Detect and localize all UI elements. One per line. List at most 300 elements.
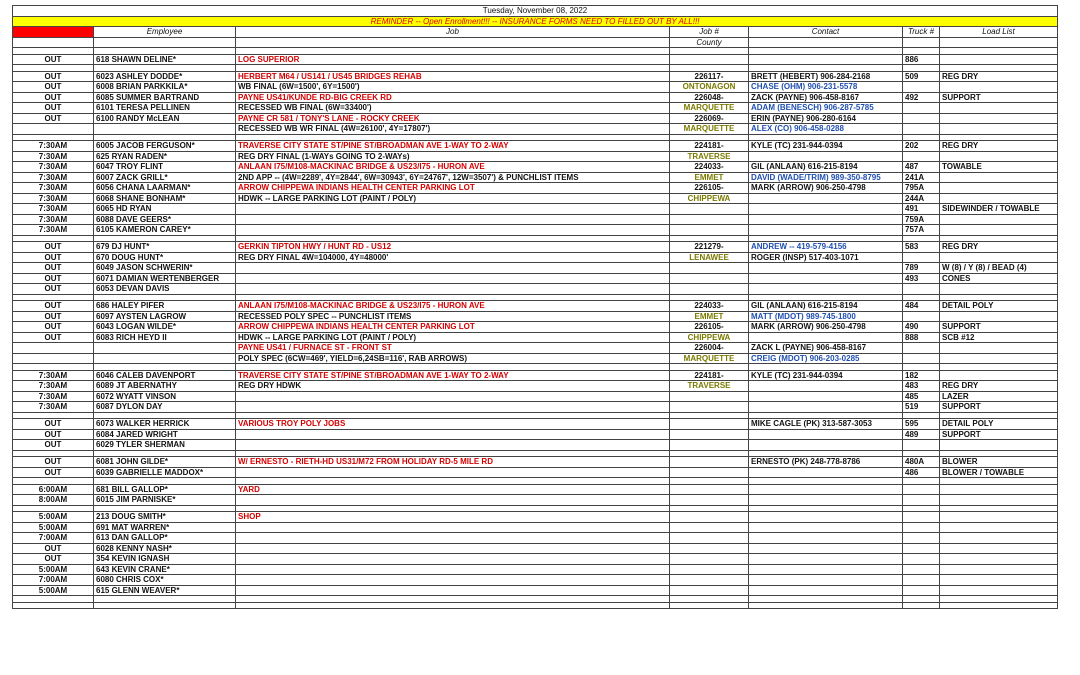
job-cell: VARIOUS TROY POLY JOBS — [236, 419, 670, 430]
start-time-cell: 7:30AM — [13, 151, 94, 162]
employee-cell: 6072 WYATT VINSON — [94, 391, 236, 402]
table-row — [13, 71, 1058, 82]
load-list-cell: DETAIL POLY — [940, 301, 1058, 312]
start-time-cell: 5:00AM — [13, 585, 94, 596]
load-list-cell — [940, 575, 1058, 586]
job-cell: REG DRY FINAL (1-WAYs GOING TO 2-WAYs) — [236, 151, 670, 162]
job-cell — [236, 522, 670, 533]
contact-cell — [749, 602, 903, 609]
truck-cell: 490 — [903, 322, 940, 333]
start-time-cell: 7:30AM — [13, 370, 94, 381]
header-load-list: Load List — [940, 27, 1058, 38]
truck-cell: 486 — [903, 467, 940, 478]
job-cell: RECESSED POLY SPEC -- PUNCHLIST ITEMS — [236, 311, 670, 322]
load-list-cell: SUPPORT — [940, 402, 1058, 413]
employee-cell: 6088 DAVE GEERS* — [94, 214, 236, 225]
employee-cell: 354 KEVIN IGNASH — [94, 554, 236, 565]
job-cell: 2ND APP -- (4W=2289', 4Y=2844', 6W=30943', 6Y=24767', 12W=3507') & PUNCHLIST ITEMS — [236, 172, 670, 183]
contact-cell: ROGER (INSP) 517-403-1071 — [749, 252, 903, 263]
table-row — [13, 429, 1058, 440]
employee-cell: 625 RYAN RADEN* — [94, 151, 236, 162]
contact-cell — [749, 522, 903, 533]
job-number-cell — [670, 602, 749, 609]
load-list-cell: BLOWER / TOWABLE — [940, 467, 1058, 478]
job-cell: WB FINAL (6W=1500', 6Y=1500') — [236, 82, 670, 93]
truck-cell: 795A — [903, 183, 940, 194]
start-time-cell: 7:30AM — [13, 402, 94, 413]
load-list-cell: REG DRY — [940, 381, 1058, 392]
employee-cell: 6008 BRIAN PARKKILA* — [94, 82, 236, 93]
contact-cell: MATT (MDOT) 989-745-1800 — [749, 311, 903, 322]
contact-cell: KYLE (TC) 231-944-0394 — [749, 141, 903, 152]
table-row — [13, 172, 1058, 183]
start-time-cell: OUT — [13, 457, 94, 468]
job-cell: REG DRY FINAL 4W=104000, 4Y=48000' — [236, 252, 670, 263]
start-time-cell: 5:00AM — [13, 564, 94, 575]
header-row — [13, 27, 1058, 38]
job-cell — [236, 495, 670, 506]
job-number-cell: 226004- — [670, 343, 749, 354]
job-number-cell: ONTONAGON — [670, 82, 749, 93]
start-time-cell: OUT — [13, 54, 94, 65]
start-time-cell: OUT — [13, 467, 94, 478]
start-time-cell: 7:30AM — [13, 391, 94, 402]
truck-cell — [903, 543, 940, 554]
contact-cell — [749, 391, 903, 402]
employee-cell: 6089 JT ABERNATHY — [94, 381, 236, 392]
table-row — [13, 82, 1058, 93]
load-list-cell — [940, 214, 1058, 225]
truck-cell: 489 — [903, 429, 940, 440]
employee-cell: 6049 JASON SCHWERIN* — [94, 263, 236, 274]
load-list-cell — [940, 172, 1058, 183]
contact-cell: ZACK (PAYNE) 906-458-8167 — [749, 92, 903, 103]
truck-cell — [903, 495, 940, 506]
employee-cell: 6043 LOGAN WILDE* — [94, 322, 236, 333]
job-number-cell: 224033- — [670, 162, 749, 173]
table-row — [13, 252, 1058, 263]
truck-cell — [903, 575, 940, 586]
job-cell: GERKIN TIPTON HWY / HUNT RD - US12 — [236, 242, 670, 253]
employee-cell: 6029 TYLER SHERMAN — [94, 440, 236, 451]
start-time-cell — [13, 602, 94, 609]
table-row — [13, 543, 1058, 554]
load-list-cell: W (8) / Y (8) / BEAD (4) — [940, 263, 1058, 274]
contact-cell: ZACK L (PAYNE) 906-458-8167 — [749, 343, 903, 354]
load-list-cell — [940, 602, 1058, 609]
table-row — [13, 103, 1058, 114]
truck-cell: 886 — [903, 54, 940, 65]
job-cell — [236, 554, 670, 565]
contact-cell: MIKE CAGLE (PK) 313-587-3053 — [749, 419, 903, 430]
employee-cell: 6046 CALEB DAVENPORT — [94, 370, 236, 381]
table-row — [13, 585, 1058, 596]
header-county: County — [670, 37, 749, 48]
employee-cell: 6065 HD RYAN — [94, 204, 236, 215]
job-cell: TRAVERSE CITY STATE ST/PINE ST/BROADMAN AVE 1-WAY TO 2-WAY — [236, 370, 670, 381]
table-row — [13, 54, 1058, 65]
start-time-cell: 7:30AM — [13, 183, 94, 194]
truck-cell — [903, 353, 940, 364]
truck-cell: 491 — [903, 204, 940, 215]
employee-cell: 6039 GABRIELLE MADDOX* — [94, 467, 236, 478]
contact-cell — [749, 512, 903, 523]
truck-cell — [903, 554, 940, 565]
load-list-cell — [940, 495, 1058, 506]
load-list-cell — [940, 533, 1058, 544]
job-number-cell — [670, 585, 749, 596]
start-time-cell: 7:30AM — [13, 172, 94, 183]
table-row — [13, 402, 1058, 413]
load-list-cell — [940, 554, 1058, 565]
start-time-cell: 7:30AM — [13, 162, 94, 173]
table-row — [13, 554, 1058, 565]
truck-cell — [903, 124, 940, 135]
load-list-cell — [940, 193, 1058, 204]
job-number-cell — [670, 484, 749, 495]
employee-cell: 6084 JARED WRIGHT — [94, 429, 236, 440]
job-number-cell: LENAWEE — [670, 252, 749, 263]
start-time-cell: OUT — [13, 429, 94, 440]
job-cell — [236, 429, 670, 440]
job-cell: RECESSED WB FINAL (6W=33400') — [236, 103, 670, 114]
contact-cell: GIL (ANLAAN) 616-215-8194 — [749, 301, 903, 312]
header-row-2 — [13, 37, 1058, 48]
job-cell — [236, 585, 670, 596]
employee-cell: 613 DAN GALLOP* — [94, 533, 236, 544]
start-time-cell: 5:00AM — [13, 512, 94, 523]
start-time-cell: 7:30AM — [13, 204, 94, 215]
employee-cell: 6083 RICH HEYD II — [94, 332, 236, 343]
start-time-cell: OUT — [13, 543, 94, 554]
header-job-number: Job # — [670, 27, 749, 38]
contact-cell — [749, 332, 903, 343]
job-cell: HDWK -- LARGE PARKING LOT (PAINT / POLY) — [236, 332, 670, 343]
load-list-cell: SCB #12 — [940, 332, 1058, 343]
load-list-cell — [940, 311, 1058, 322]
header-start: Start — [13, 27, 94, 38]
employee-cell: 6028 KENNY NASH* — [94, 543, 236, 554]
load-list-cell — [940, 113, 1058, 124]
truck-cell — [903, 564, 940, 575]
contact-cell: CHASE (OHM) 906-231-5578 — [749, 82, 903, 93]
contact-cell: MARK (ARROW) 906-250-4798 — [749, 322, 903, 333]
start-time-cell: OUT — [13, 284, 94, 295]
job-cell — [236, 575, 670, 586]
truck-cell: 485 — [903, 391, 940, 402]
job-number-cell: MARQUETTE — [670, 124, 749, 135]
job-cell: REG DRY HDWK — [236, 381, 670, 392]
table-row — [13, 242, 1058, 253]
employee-cell: 6005 JACOB FERGUSON* — [94, 141, 236, 152]
start-time-cell: OUT — [13, 322, 94, 333]
truck-cell — [903, 343, 940, 354]
job-number-cell: CHIPPEWA — [670, 193, 749, 204]
header-contact: Contact — [749, 27, 903, 38]
load-list-cell: SUPPORT — [940, 429, 1058, 440]
table-row — [13, 162, 1058, 173]
start-time-cell: 5:00AM — [13, 522, 94, 533]
job-number-cell: 226069- — [670, 113, 749, 124]
table-row — [13, 284, 1058, 295]
employee-cell: 670 DOUG HUNT* — [94, 252, 236, 263]
contact-cell — [749, 484, 903, 495]
job-cell: ANLAAN I75/M108-MACKINAC BRIDGE & US23/I75 - HURON AVE — [236, 301, 670, 312]
job-number-cell — [670, 214, 749, 225]
employee-cell: 6068 SHANE BONHAM* — [94, 193, 236, 204]
employee-cell: 6073 WALKER HERRICK — [94, 419, 236, 430]
truck-cell: 244A — [903, 193, 940, 204]
employee-cell: 6097 AYSTEN LAGROW — [94, 311, 236, 322]
job-cell: LOG SUPERIOR — [236, 54, 670, 65]
contact-cell — [749, 554, 903, 565]
employee-cell: 6023 ASHLEY DODDE* — [94, 71, 236, 82]
truck-cell: 492 — [903, 92, 940, 103]
truck-cell: 182 — [903, 370, 940, 381]
truck-cell — [903, 484, 940, 495]
truck-cell: 202 — [903, 141, 940, 152]
load-list-cell — [940, 284, 1058, 295]
job-number-cell: TRAVERSE — [670, 381, 749, 392]
spacer-row — [13, 602, 1058, 609]
contact-cell: DAVID (WADE/TRIM) 989-350-8795 — [749, 172, 903, 183]
job-number-cell: 226048- — [670, 92, 749, 103]
schedule-table — [12, 5, 1058, 609]
start-time-cell: 7:30AM — [13, 381, 94, 392]
job-number-cell — [670, 533, 749, 544]
start-time-cell: OUT — [13, 82, 94, 93]
employee-cell: 6085 SUMMER BARTRAND — [94, 92, 236, 103]
schedule-sheet — [12, 5, 1057, 645]
load-list-cell: REG DRY — [940, 71, 1058, 82]
employee-cell — [94, 343, 236, 354]
job-number-cell — [670, 273, 749, 284]
header-job: Job — [236, 27, 670, 38]
start-time-cell: OUT — [13, 554, 94, 565]
job-number-cell: TRAVERSE — [670, 151, 749, 162]
start-time-cell: OUT — [13, 92, 94, 103]
job-cell — [236, 564, 670, 575]
job-cell — [236, 225, 670, 236]
contact-cell — [749, 273, 903, 284]
job-number-cell — [670, 522, 749, 533]
contact-cell: ALEX (CO) 906-458-0288 — [749, 124, 903, 135]
table-row — [13, 332, 1058, 343]
job-number-cell: 224033- — [670, 301, 749, 312]
truck-cell: 484 — [903, 301, 940, 312]
job-number-cell: 221279- — [670, 242, 749, 253]
truck-cell: 595 — [903, 419, 940, 430]
job-cell: RECESSED WB WR FINAL (4W=26100', 4Y=17807') — [236, 124, 670, 135]
start-time-cell: 7:30AM — [13, 193, 94, 204]
contact-cell — [749, 54, 903, 65]
contact-cell: ERNESTO (PK) 248-778-8786 — [749, 457, 903, 468]
load-list-cell: BLOWER — [940, 457, 1058, 468]
table-row — [13, 467, 1058, 478]
job-cell — [236, 402, 670, 413]
job-cell: ANLAAN I75/M108-MACKINAC BRIDGE & US23/I75 - HURON AVE — [236, 162, 670, 173]
job-number-cell: 226105- — [670, 183, 749, 194]
truck-cell: 509 — [903, 71, 940, 82]
job-cell: TRAVERSE CITY STATE ST/PINE ST/BROADMAN AVE 1-WAY TO 2-WAY — [236, 141, 670, 152]
job-number-cell: MARQUETTE — [670, 353, 749, 364]
table-row — [13, 301, 1058, 312]
job-cell — [236, 263, 670, 274]
load-list-cell — [940, 564, 1058, 575]
contact-cell — [749, 193, 903, 204]
truck-cell — [903, 252, 940, 263]
job-number-cell — [670, 575, 749, 586]
table-row — [13, 419, 1058, 430]
job-cell — [236, 273, 670, 284]
job-number-cell — [670, 419, 749, 430]
truck-cell: 583 — [903, 242, 940, 253]
start-time-cell — [13, 353, 94, 364]
contact-cell — [749, 429, 903, 440]
job-cell: ARROW CHIPPEWA INDIANS HEALTH CENTER PARKING LOT — [236, 322, 670, 333]
job-cell: PAYNE US41 / FURNACE ST - FRONT ST — [236, 343, 670, 354]
job-cell: YARD — [236, 484, 670, 495]
contact-cell — [749, 575, 903, 586]
date-row — [13, 6, 1058, 17]
truck-cell — [903, 522, 940, 533]
employee-cell: 691 MAT WARREN* — [94, 522, 236, 533]
job-cell — [236, 602, 670, 609]
employee-cell — [94, 124, 236, 135]
job-cell: W/ ERNESTO - RIETH-HD US31/M72 FROM HOLIDAY RD-5 MILE RD — [236, 457, 670, 468]
load-list-cell — [940, 82, 1058, 93]
employee-cell: 6047 TROY FLINT — [94, 162, 236, 173]
start-time-cell: OUT — [13, 273, 94, 284]
job-number-cell: 226105- — [670, 322, 749, 333]
job-number-cell — [670, 495, 749, 506]
table-row — [13, 370, 1058, 381]
truck-cell: 483 — [903, 381, 940, 392]
table-row — [13, 214, 1058, 225]
start-time-cell: OUT — [13, 440, 94, 451]
table-row — [13, 263, 1058, 274]
job-number-cell: 224181- — [670, 370, 749, 381]
contact-cell — [749, 214, 903, 225]
load-list-cell — [940, 103, 1058, 114]
load-list-cell: TOWABLE — [940, 162, 1058, 173]
employee-cell — [94, 602, 236, 609]
contact-cell: MARK (ARROW) 906-250-4798 — [749, 183, 903, 194]
employee-cell: 6080 CHRIS COX* — [94, 575, 236, 586]
table-row — [13, 311, 1058, 322]
truck-cell: 789 — [903, 263, 940, 274]
employee-cell: 213 DOUG SMITH* — [94, 512, 236, 523]
job-cell: ARROW CHIPPEWA INDIANS HEALTH CENTER PARKING LOT — [236, 183, 670, 194]
truck-cell: 480A — [903, 457, 940, 468]
job-cell — [236, 543, 670, 554]
contact-cell — [749, 263, 903, 274]
contact-cell: CREIG (MDOT) 906-203-0285 — [749, 353, 903, 364]
job-number-cell — [670, 263, 749, 274]
employee-cell: 679 DJ HUNT* — [94, 242, 236, 253]
job-number-cell — [670, 284, 749, 295]
load-list-cell: SUPPORT — [940, 92, 1058, 103]
table-row — [13, 575, 1058, 586]
job-cell: HDWK -- LARGE PARKING LOT (PAINT / POLY) — [236, 193, 670, 204]
truck-cell — [903, 103, 940, 114]
table-row — [13, 273, 1058, 284]
truck-cell: 519 — [903, 402, 940, 413]
truck-cell: 493 — [903, 273, 940, 284]
start-time-cell: OUT — [13, 71, 94, 82]
table-row — [13, 391, 1058, 402]
load-list-cell — [940, 343, 1058, 354]
job-cell — [236, 284, 670, 295]
job-number-cell — [670, 54, 749, 65]
table-row — [13, 183, 1058, 194]
load-list-cell — [940, 484, 1058, 495]
start-time-cell — [13, 343, 94, 354]
table-row — [13, 457, 1058, 468]
contact-cell: ERIN (PAYNE) 906-280-6164 — [749, 113, 903, 124]
truck-cell: 487 — [903, 162, 940, 173]
employee-cell: 6105 KAMERON CAREY* — [94, 225, 236, 236]
employee-cell: 6056 CHANA LAARMAN* — [94, 183, 236, 194]
truck-cell — [903, 533, 940, 544]
job-number-cell: MARQUETTE — [670, 103, 749, 114]
header-employee: Employee — [94, 27, 236, 38]
load-list-cell — [940, 522, 1058, 533]
truck-cell — [903, 440, 940, 451]
job-cell: PAYNE US41/KUNDE RD-BIG CREEK RD — [236, 92, 670, 103]
job-number-cell: 224181- — [670, 141, 749, 152]
reminder-banner: REMINDER -- Open Enrollment!!! -- INSURANCE FORMS NEED TO FILLED OUT BY ALL!!! — [13, 16, 1058, 27]
start-time-cell: OUT — [13, 252, 94, 263]
table-row — [13, 151, 1058, 162]
start-time-cell: OUT — [13, 332, 94, 343]
contact-cell — [749, 533, 903, 544]
table-row — [13, 495, 1058, 506]
truck-cell: 757A — [903, 225, 940, 236]
table-row — [13, 225, 1058, 236]
employee-cell: 6071 DAMIAN WERTENBERGER — [94, 273, 236, 284]
table-row — [13, 322, 1058, 333]
contact-cell — [749, 564, 903, 575]
table-row — [13, 533, 1058, 544]
table-row — [13, 522, 1058, 533]
job-cell: POLY SPEC (6CW=469', YIELD=6,24SB=116', RAB ARROWS) — [236, 353, 670, 364]
job-number-cell — [670, 564, 749, 575]
load-list-cell — [940, 124, 1058, 135]
job-number-cell — [670, 467, 749, 478]
contact-cell: BRETT (HEBERT) 906-284-2168 — [749, 71, 903, 82]
employee-cell: 618 SHAWN DELINE* — [94, 54, 236, 65]
start-time-cell: 8:00AM — [13, 495, 94, 506]
start-time-cell: 7:30AM — [13, 225, 94, 236]
start-time-cell: OUT — [13, 419, 94, 430]
job-number-cell — [670, 204, 749, 215]
job-number-cell — [670, 457, 749, 468]
reminder-row — [13, 16, 1058, 27]
contact-cell — [749, 495, 903, 506]
employee-cell — [94, 353, 236, 364]
start-time-cell — [13, 124, 94, 135]
start-time-cell: 7:00AM — [13, 575, 94, 586]
load-list-cell — [940, 353, 1058, 364]
table-row — [13, 512, 1058, 523]
table-row — [13, 343, 1058, 354]
start-time-cell: 7:30AM — [13, 214, 94, 225]
job-cell — [236, 467, 670, 478]
employee-cell: 6101 TERESA PELLINEN — [94, 103, 236, 114]
job-number-cell: EMMET — [670, 311, 749, 322]
load-list-cell — [940, 440, 1058, 451]
